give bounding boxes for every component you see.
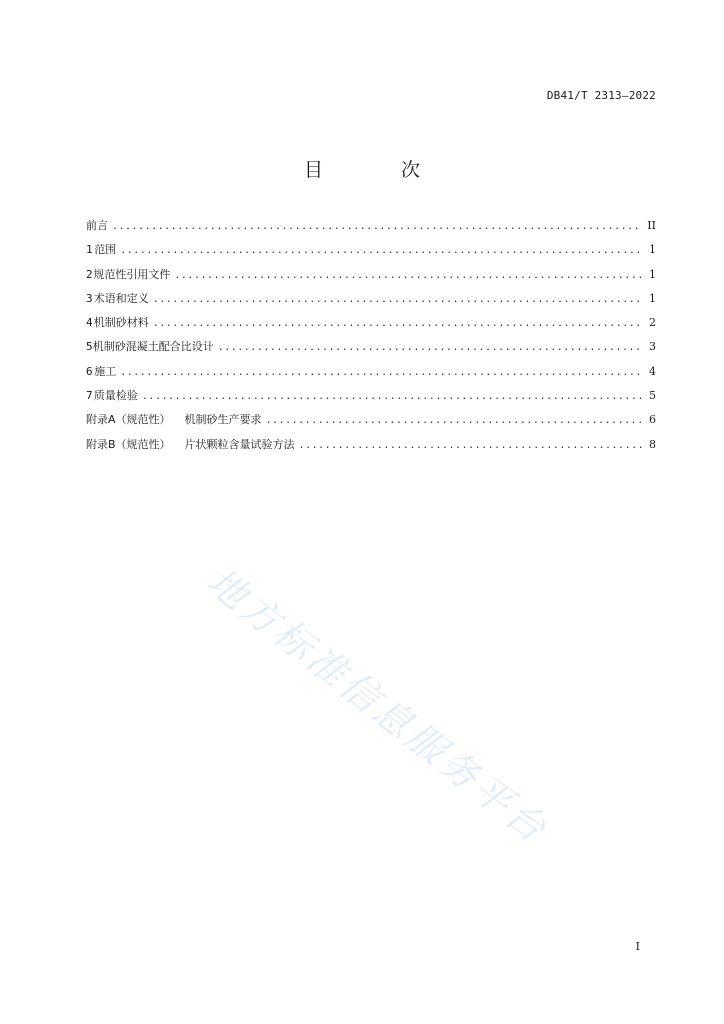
toc-entry-label: 施工 xyxy=(94,364,117,378)
toc-leader-dots xyxy=(299,438,642,454)
watermark: 地方标准信息服务平台 xyxy=(198,559,557,853)
toc-entry-mix-design[interactable] xyxy=(86,339,656,363)
toc-leader-dots xyxy=(266,413,642,429)
toc-entry-terms-definitions[interactable] xyxy=(86,291,656,315)
toc-entry-foreword[interactable] xyxy=(86,218,656,242)
toc-entry-appendix-a[interactable] xyxy=(86,412,656,436)
toc-leader-dots xyxy=(142,389,642,405)
toc-entry-label: 术语和定义 xyxy=(93,291,149,305)
toc-entry-page: 8 xyxy=(649,437,656,451)
toc-entry-number: 3 xyxy=(86,291,93,305)
toc-leader-dots xyxy=(120,365,642,381)
toc-entry-label: 范围 xyxy=(94,243,117,257)
toc-entry-number: 7 xyxy=(86,389,93,403)
toc-entry-scope[interactable] xyxy=(86,242,656,266)
toc-entry-page: 1 xyxy=(649,267,656,281)
toc-leader-dots xyxy=(218,340,642,356)
toc-leader-dots xyxy=(174,268,642,284)
toc-entry-appendix-prefix: 附录A（规范性） xyxy=(86,413,171,427)
toc-entry-number: 5 xyxy=(86,340,93,354)
toc-entry-appendix-prefix: 附录B（规范性） xyxy=(86,437,171,451)
toc-leader-dots xyxy=(153,316,642,332)
toc-entry-page: 4 xyxy=(649,364,656,378)
table-of-contents xyxy=(86,218,656,461)
toc-entry-number: 2 xyxy=(86,267,93,281)
toc-entry-page: 3 xyxy=(649,340,656,354)
toc-entry-label: 质量检验 xyxy=(93,389,138,403)
toc-entry-page: 1 xyxy=(649,243,656,257)
toc-entry-normative-references[interactable] xyxy=(86,267,656,291)
toc-entry-quality-inspection[interactable] xyxy=(86,388,656,412)
toc-entry-page: II xyxy=(647,219,656,232)
toc-entry-page: 6 xyxy=(649,413,656,427)
toc-leader-dots xyxy=(120,243,642,259)
toc-leader-dots xyxy=(112,219,642,235)
toc-entry-appendix-b[interactable] xyxy=(86,437,656,461)
page-number: I xyxy=(635,940,640,953)
toc-entry-label: 片状颗粒含量试验方法 xyxy=(184,437,295,451)
toc-entry-page: 5 xyxy=(649,389,656,403)
toc-entry-number: 6 xyxy=(86,364,93,378)
toc-title: 目 次 xyxy=(303,159,457,181)
toc-entry-label: 前言 xyxy=(86,219,108,232)
toc-entry-label: 机制砂混凝土配合比设计 xyxy=(92,340,214,354)
toc-entry-label: 机制砂生产要求 xyxy=(184,413,262,427)
toc-entry-page: 1 xyxy=(649,291,656,305)
toc-leader-dots xyxy=(153,292,642,308)
toc-entry-materials[interactable] xyxy=(86,315,656,339)
toc-entry-label: 机制砂材料 xyxy=(93,316,149,330)
toc-entry-number: 4 xyxy=(86,316,93,330)
toc-entry-number: 1 xyxy=(86,243,93,257)
toc-entry-construction[interactable] xyxy=(86,364,656,388)
toc-entry-label: 规范性引用文件 xyxy=(93,267,171,281)
toc-entry-page: 2 xyxy=(649,316,656,330)
standard-code: DB41/T 2313—2022 xyxy=(546,89,656,102)
